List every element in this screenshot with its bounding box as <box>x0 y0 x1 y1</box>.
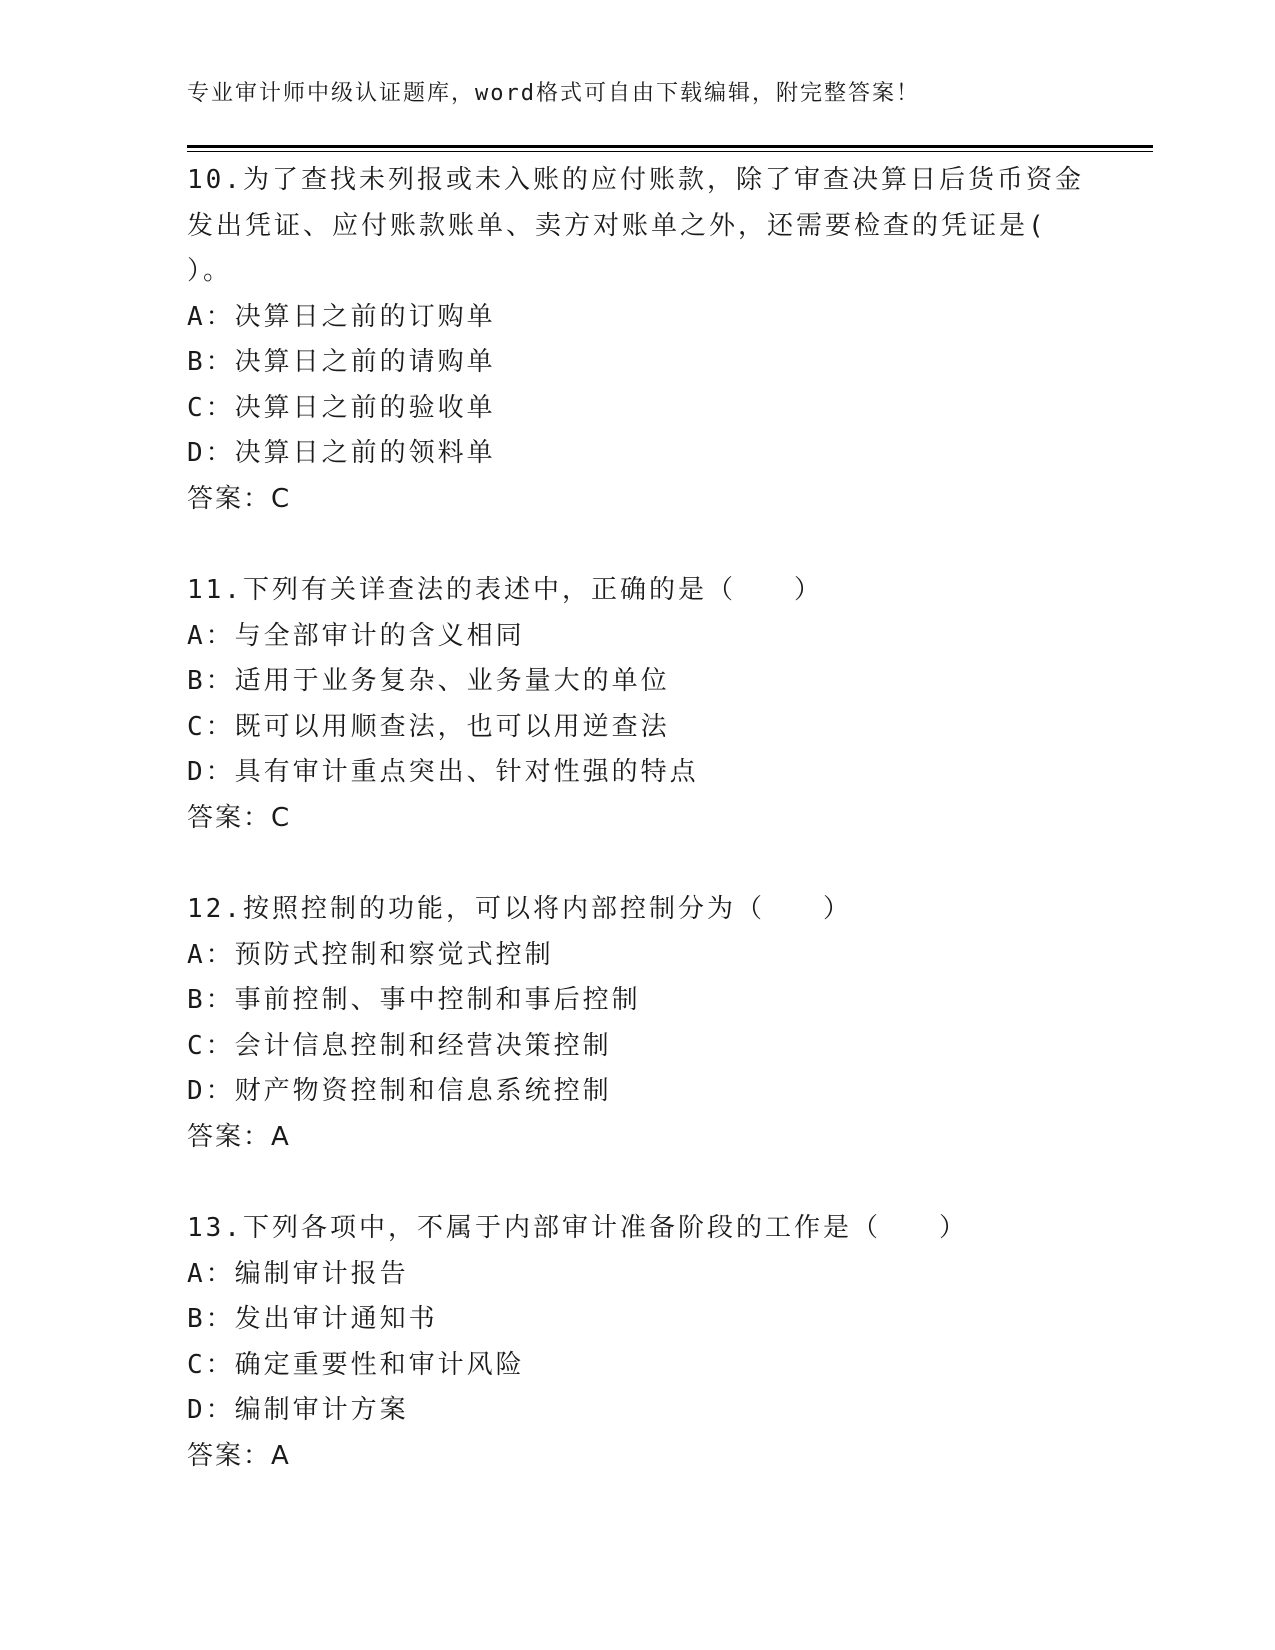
option-b: B：发出审计通知书 <box>187 1304 438 1334</box>
question-stem-line: 发出凭证、应付账款账单、卖方对账单之外，还需要检查的凭证是( <box>187 210 1047 241</box>
option-d: D：编制审计方案 <box>187 1395 409 1425</box>
option-b: B：决算日之前的请购单 <box>187 347 496 377</box>
option-d: D：具有审计重点突出、针对性强的特点 <box>187 757 699 787</box>
option-a: A：决算日之前的订购单 <box>187 301 496 332</box>
answer-line: 答案：A <box>187 1121 291 1152</box>
option-a: A：与全部审计的含义相同 <box>187 620 525 651</box>
answer-line: 答案：C <box>187 483 292 514</box>
option-c: C：既可以用顺查法，也可以用逆查法 <box>187 711 670 742</box>
question-block <box>187 158 1107 522</box>
page-header-text: 专业审计师中级认证题库，word格式可自由下载编辑，附完整答案！ <box>187 81 920 106</box>
question-list <box>187 158 1107 1479</box>
option-c: C：确定重要性和审计风险 <box>187 1349 525 1380</box>
option-b: B：事前控制、事中控制和事后控制 <box>187 985 641 1015</box>
option-a: A：编制审计报告 <box>187 1258 409 1289</box>
question-block <box>187 568 1107 841</box>
option-c: C：会计信息控制和经营决策控制 <box>187 1030 612 1061</box>
answer-line: 答案：C <box>187 802 292 833</box>
question-block <box>187 887 1107 1160</box>
option-d: D：决算日之前的领料单 <box>187 438 496 468</box>
question-stem-line: 13.下列各项中，不属于内部审计准备阶段的工作是（ ） <box>187 1213 968 1243</box>
header-divider-thin <box>187 151 1153 152</box>
header-divider-thick <box>187 145 1153 148</box>
option-d: D：财产物资控制和信息系统控制 <box>187 1076 612 1106</box>
question-block <box>187 1206 1107 1479</box>
question-stem-line: 10.为了查找未列报或未入账的应付账款，除了审查决算日后货币资金 <box>187 165 1084 195</box>
question-stem-line: 12.按照控制的功能，可以将内部控制分为（ ） <box>187 894 852 924</box>
option-a: A：预防式控制和察觉式控制 <box>187 939 554 970</box>
question-stem-line: 11.下列有关详查法的表述中，正确的是（ ） <box>187 575 823 605</box>
question-stem-line: ）。 <box>187 256 233 286</box>
answer-line: 答案：A <box>187 1440 291 1471</box>
option-c: C：决算日之前的验收单 <box>187 392 496 423</box>
option-b: B：适用于业务复杂、业务量大的单位 <box>187 666 670 696</box>
